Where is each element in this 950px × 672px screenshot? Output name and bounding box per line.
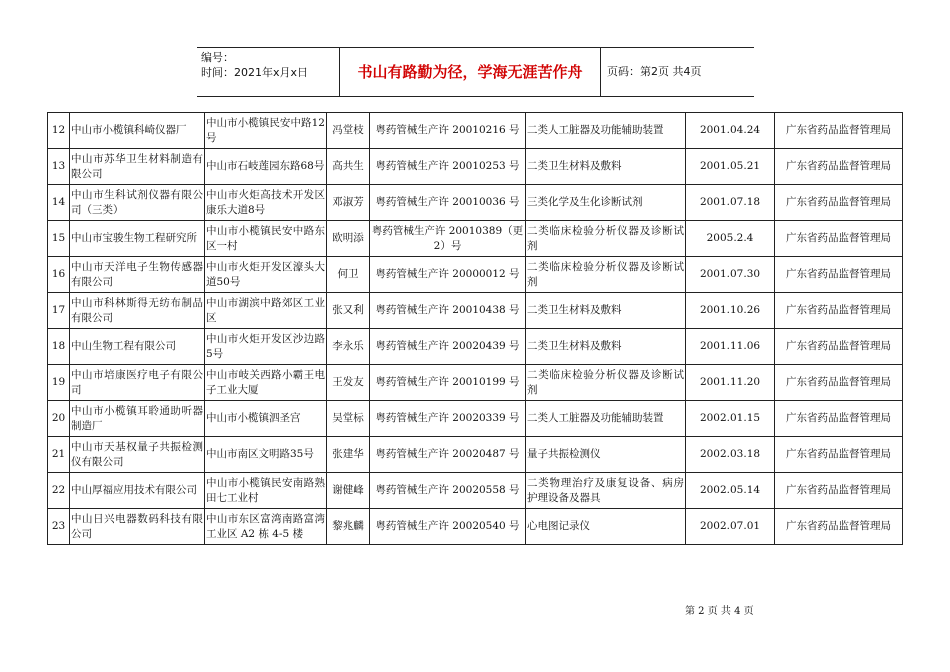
issuing-authority: 广东省药品监督管理局: [775, 365, 903, 401]
legal-person: 欧明添: [327, 221, 370, 257]
product-category: 量子共振检测仪: [526, 437, 686, 473]
company-address: 中山市火炬开发区濠头大道50号: [205, 257, 327, 293]
legal-person: 吴堂标: [327, 401, 370, 437]
product-category: 二类人工脏器及功能辅助装置: [526, 401, 686, 437]
issue-date: 2002.05.14: [686, 473, 775, 509]
row-number: 15: [48, 221, 70, 257]
issuing-authority: 广东省药品监督管理局: [775, 257, 903, 293]
issuing-authority: 广东省药品监督管理局: [775, 293, 903, 329]
legal-person: 冯堂枝: [327, 113, 370, 149]
row-number: 23: [48, 509, 70, 545]
header-page-label: 页码：第2页 共4页: [607, 65, 702, 78]
product-category: 二类临床检验分析仪器及诊断试剂: [526, 365, 686, 401]
table-row: [48, 401, 903, 437]
license-number: 粤药管械生产许 20020487 号: [370, 437, 526, 473]
row-number: 14: [48, 185, 70, 221]
row-number: 20: [48, 401, 70, 437]
company-name: 中山市宝骏生物工程研究所: [70, 221, 205, 257]
row-number: 17: [48, 293, 70, 329]
issuing-authority: 广东省药品监督管理局: [775, 113, 903, 149]
issuing-authority: 广东省药品监督管理局: [775, 185, 903, 221]
row-number: 12: [48, 113, 70, 149]
product-category: 三类化学及生化诊断试剂: [526, 185, 686, 221]
issue-date: 2001.07.18: [686, 185, 775, 221]
row-number: 13: [48, 149, 70, 185]
issuing-authority: 广东省药品监督管理局: [775, 149, 903, 185]
table-row: [48, 257, 903, 293]
table-row: [48, 149, 903, 185]
row-number: 18: [48, 329, 70, 365]
product-category: 二类卫生材料及敷料: [526, 329, 686, 365]
row-number: 21: [48, 437, 70, 473]
company-address: 中山市岐关西路小霸王电子工业大厦: [205, 365, 327, 401]
page-footer: 第 2 页 共 4 页: [685, 606, 754, 617]
issuing-authority: 广东省药品监督管理局: [775, 221, 903, 257]
header-motto: 书山有路勤为径，学海无涯苦作舟: [339, 48, 601, 96]
company-address: 中山市小榄镇民安中路东区一村: [205, 221, 327, 257]
row-number: 16: [48, 257, 70, 293]
product-category: 二类临床检验分析仪器及诊断试剂: [526, 257, 686, 293]
company-name: 中山市小榄镇耳聆通助听器 制造厂: [70, 401, 205, 437]
issuing-authority: 广东省药品监督管理局: [775, 473, 903, 509]
issue-date: 2002.03.18: [686, 437, 775, 473]
license-number: 粤药管械生产许 20020439 号: [370, 329, 526, 365]
issue-date: 2001.11.06: [686, 329, 775, 365]
issue-date: 2001.11.20: [686, 365, 775, 401]
legal-person: 王发友: [327, 365, 370, 401]
license-number: 粤药管械生产许 20010389（更2）号: [370, 221, 526, 257]
company-name: 中山市科林斯得无纺布制品有限公司: [70, 293, 205, 329]
header-meta: [201, 50, 337, 94]
table-row: [48, 329, 903, 365]
table-row: [48, 437, 903, 473]
license-number: 粤药管械生产许 20010216 号: [370, 113, 526, 149]
time-label: 时间：2021年x月x日: [201, 66, 309, 79]
license-number: 粤药管械生产许 20010036 号: [370, 185, 526, 221]
product-category: 心电图记录仪: [526, 509, 686, 545]
license-number: 粤药管械生产许 20010438 号: [370, 293, 526, 329]
company-name: 中山市小榄镇科崎仪器厂: [70, 113, 205, 149]
company-name: 中山市培康医疗电子有限公司: [70, 365, 205, 401]
company-address: 中山市石岐莲园东路68号: [205, 149, 327, 185]
company-address: 中山市小榄镇泗圣宫: [205, 401, 327, 437]
license-number: 粤药管械生产许 20010253 号: [370, 149, 526, 185]
company-address: 中山市小榄镇民安南路熟田七工业村: [205, 473, 327, 509]
device-license-table: [47, 112, 903, 545]
company-name: 中山市苏华卫生材料制造有限公司: [70, 149, 205, 185]
legal-person: 张又利: [327, 293, 370, 329]
issue-date: 2001.05.21: [686, 149, 775, 185]
issue-date: 2001.10.26: [686, 293, 775, 329]
issue-date: 2002.01.15: [686, 401, 775, 437]
page-header: [197, 47, 754, 97]
product-category: 二类卫生材料及敷料: [526, 149, 686, 185]
table-row: [48, 113, 903, 149]
issue-date: 2005.2.4: [686, 221, 775, 257]
license-number: 粤药管械生产许 20020339 号: [370, 401, 526, 437]
company-name: 中山市天基权量子共振检测仪有限公司: [70, 437, 205, 473]
company-name: 中山厚福应用技术有限公司: [70, 473, 205, 509]
issuing-authority: 广东省药品监督管理局: [775, 437, 903, 473]
product-category: 二类物理治疗及康复设备、病房护理设备及器具: [526, 473, 686, 509]
legal-person: 黎兆麟: [327, 509, 370, 545]
company-address: 中山市小榄镇民安中路12号: [205, 113, 327, 149]
table-row: [48, 185, 903, 221]
table-row: [48, 221, 903, 257]
legal-person: 何卫: [327, 257, 370, 293]
license-number: 粤药管械生产许 20000012 号: [370, 257, 526, 293]
license-number: 粤药管械生产许 20020558 号: [370, 473, 526, 509]
company-name: 中山市生科试剂仪器有限公司（三类）: [70, 185, 205, 221]
company-address: 中山市东区富湾南路富湾工业区 A2 栋 4-5 楼: [205, 509, 327, 545]
company-name: 中山生物工程有限公司: [70, 329, 205, 365]
license-number: 粤药管械生产许 20010199 号: [370, 365, 526, 401]
table-row: [48, 365, 903, 401]
issuing-authority: 广东省药品监督管理局: [775, 509, 903, 545]
company-address: 中山市火炬开发区沙边路5号: [205, 329, 327, 365]
table-row: [48, 473, 903, 509]
legal-person: 李永乐: [327, 329, 370, 365]
product-category: 二类人工脏器及功能辅助装置: [526, 113, 686, 149]
table-row: [48, 509, 903, 545]
issuing-authority: 广东省药品监督管理局: [775, 329, 903, 365]
table-row: [48, 293, 903, 329]
number-label: 编号：: [201, 51, 234, 64]
company-name: 中山日兴电器数码科技有限公司: [70, 509, 205, 545]
issue-date: 2001.07.30: [686, 257, 775, 293]
legal-person: 谢健峰: [327, 473, 370, 509]
product-category: 二类卫生材料及敷料: [526, 293, 686, 329]
company-address: 中山市湖滨中路郊区工业区: [205, 293, 327, 329]
issuing-authority: 广东省药品监督管理局: [775, 401, 903, 437]
legal-person: 邓淑芳: [327, 185, 370, 221]
company-address: 中山市南区文明路35号: [205, 437, 327, 473]
company-name: 中山市天洋电子生物传感器有限公司: [70, 257, 205, 293]
product-category: 二类临床检验分析仪器及诊断试剂: [526, 221, 686, 257]
company-address: 中山市火炬高技术开发区康乐大道8号: [205, 185, 327, 221]
issue-date: 2002.07.01: [686, 509, 775, 545]
license-number: 粤药管械生产许 20020540 号: [370, 509, 526, 545]
legal-person: 高共生: [327, 149, 370, 185]
legal-person: 张建华: [327, 437, 370, 473]
issue-date: 2001.04.24: [686, 113, 775, 149]
row-number: 22: [48, 473, 70, 509]
row-number: 19: [48, 365, 70, 401]
